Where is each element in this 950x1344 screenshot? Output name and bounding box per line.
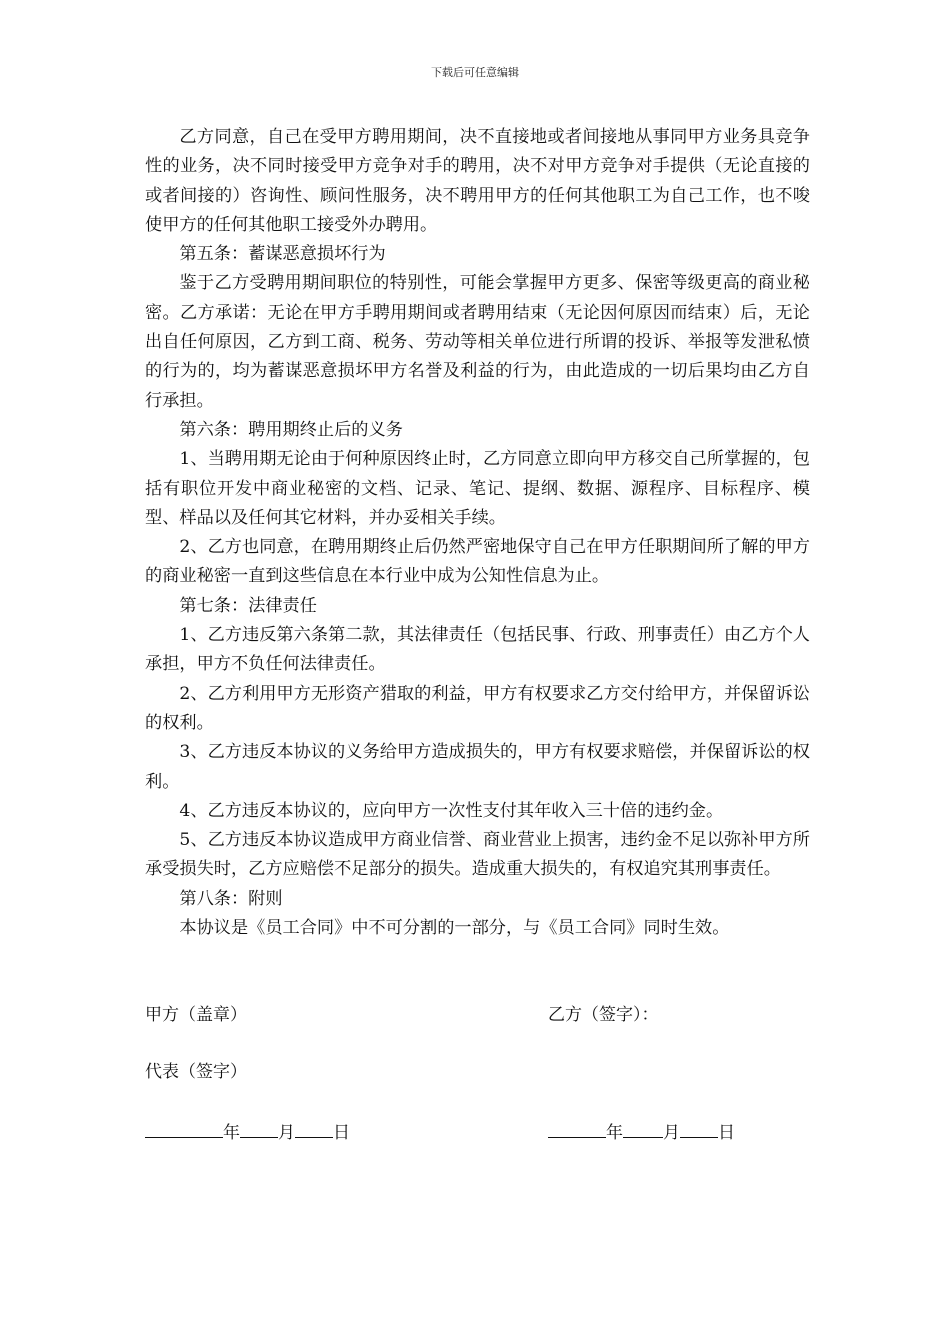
- month-label: 月: [663, 1123, 680, 1143]
- paragraph-competition-clause: 乙方同意，自己在受甲方聘用期间，决不直接地或者间接地从事同甲方业务具竞争性的业务，决不同时接受甲方竞争对手的聘用，决不对甲方竞争对手提供（无论直接的或者间接的）咨询性、顾问性服务，决不聘用甲方的任何其他职工为自己工作，也不唆使甲方的任何其他职工接受外办聘用。: [145, 127, 810, 235]
- paragraph-article-7-item-2: 2、乙方利用甲方无形资产猎取的利益，甲方有权要求乙方交付给甲方，并保留诉讼的权利。: [145, 683, 810, 733]
- article-6-heading: 第六条：聘用期终止后的义务: [179, 419, 403, 440]
- paragraph-article-5: 鉴于乙方受聘用期间职位的特别性，可能会掌握甲方更多、保密等级更高的商业秘密。乙方承诺：无论在甲方手聘用期间或者聘用结束（无论因何原因而结束）后，无论出自任何原因，乙方到工商、税务、劳动等相关单位进行所谓的投诉、举报等发泄私愤的行为的，均为蓄谋恶意损坏甲方名誉及利益的行为，由此造成的一切后果均由乙方自行承担。: [145, 273, 810, 411]
- paragraph-article-6-item-2: 2、乙方也同意，在聘用期终止后仍然严密地保守自己在甲方任职期间所了解的甲方的商业秘密一直到这些信息在本行业中成为公知性信息为止。: [145, 537, 810, 587]
- day-label: 日: [333, 1123, 350, 1143]
- party-b-day-blank[interactable]: [680, 1119, 718, 1138]
- year-label: 年: [606, 1123, 623, 1143]
- paragraph-article-8: 本协议是《员工合同》中不可分割的一部分，与《员工合同》同时生效。: [179, 918, 730, 939]
- paragraph-article-7-item-1: 1、乙方违反第六条第二款，其法律责任（包括民事、行政、刑事责任）由乙方个人承担，甲方不负任何法律责任。: [145, 625, 810, 675]
- representative-signature-label: 代表（签字）: [145, 1062, 247, 1082]
- paragraph-article-7-item-5: 5、乙方违反本协议造成甲方商业信誉、商业营业上损害，违约金不足以弥补甲方所承受损失时，乙方应赔偿不足部分的损失。造成重大损失的，有权追究其刑事责任。: [145, 830, 810, 880]
- party-b-signature-label: 乙方（签字）：: [548, 1005, 659, 1025]
- paragraph-article-7-item-3: 3、乙方违反本协议的义务给甲方造成损失的，甲方有权要求赔偿，并保留诉讼的权利。: [145, 742, 810, 792]
- day-label: 日: [718, 1123, 735, 1143]
- month-label: 月: [278, 1123, 295, 1143]
- document-body: [145, 123, 810, 943]
- year-label: 年: [223, 1123, 240, 1143]
- party-a-day-blank[interactable]: [295, 1119, 333, 1138]
- party-b-date: [548, 1119, 735, 1145]
- party-a-month-blank[interactable]: [240, 1119, 278, 1138]
- party-a-date: [145, 1119, 350, 1145]
- page-header-note: 下载后可任意编辑: [431, 66, 519, 79]
- party-b-month-blank[interactable]: [623, 1119, 663, 1138]
- party-a-year-blank[interactable]: [145, 1119, 223, 1138]
- party-b-year-blank[interactable]: [548, 1119, 606, 1138]
- article-8-heading: 第八条：附则: [179, 888, 283, 909]
- party-a-seal-label: 甲方（盖章）: [145, 1005, 247, 1025]
- paragraph-article-7-item-4: 4、乙方违反本协议的，应向甲方一次性支付其年收入三十倍的违约金。: [179, 800, 724, 821]
- article-5-heading: 第五条：蓄谋恶意损坏行为: [179, 244, 386, 265]
- article-7-heading: 第七条：法律责任: [179, 595, 317, 616]
- paragraph-article-6-item-1: 1、当聘用期无论由于何种原因终止时，乙方同意立即向甲方移交自己所掌握的，包括有职位开发中商业秘密的文档、记录、笔记、提纲、数据、源程序、目标程序、模型、样品以及任何其它材料，并办妥相关手续。: [145, 449, 810, 528]
